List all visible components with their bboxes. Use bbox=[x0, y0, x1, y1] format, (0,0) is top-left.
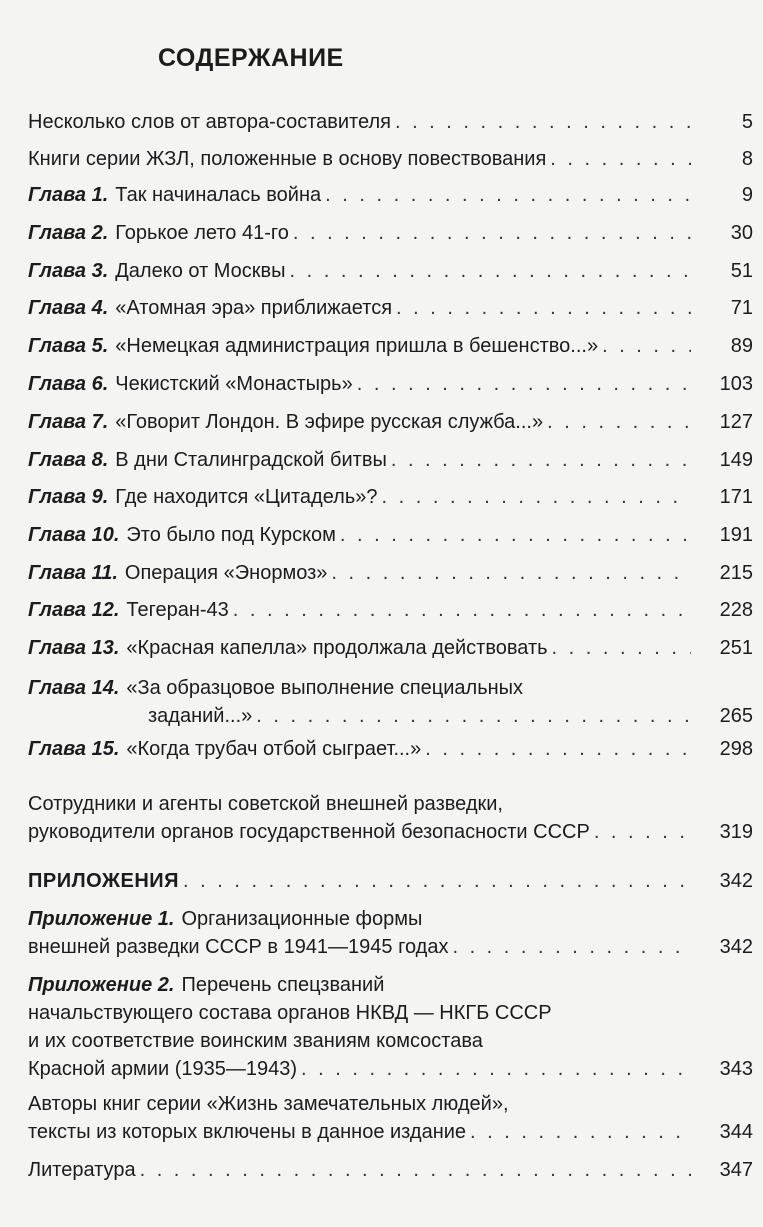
toc-entry-title: Операция «Энормоз» bbox=[124, 562, 328, 584]
toc-appendix-entry bbox=[28, 905, 753, 961]
toc-entry-title: Организационные формы bbox=[181, 908, 423, 930]
toc-page-number: 251 bbox=[719, 637, 753, 659]
toc-entry-title: «Красная капелла» продолжала действовать bbox=[126, 637, 548, 659]
toc-chapter-entry bbox=[28, 294, 753, 322]
dot-leader bbox=[325, 181, 691, 209]
appendix-number: Приложение 1. bbox=[28, 908, 175, 930]
toc-page-number: 215 bbox=[719, 562, 753, 584]
dot-leader bbox=[452, 933, 691, 961]
dot-leader bbox=[301, 1055, 691, 1083]
dot-leader bbox=[357, 370, 691, 398]
toc-entry bbox=[28, 1156, 753, 1184]
toc-chapter-entry bbox=[28, 332, 753, 360]
toc-page-number: 171 bbox=[719, 486, 753, 508]
dot-leader bbox=[391, 446, 691, 474]
dot-leader bbox=[256, 702, 691, 730]
toc-section-entry bbox=[28, 867, 753, 895]
chapter-number: Глава 15. bbox=[28, 738, 120, 760]
dot-leader bbox=[290, 257, 691, 285]
toc-chapter-entry bbox=[28, 446, 753, 474]
toc-entry bbox=[28, 108, 753, 136]
toc-entry-title-continued: Красной армии (1935—1943) bbox=[28, 1058, 297, 1080]
dot-leader bbox=[552, 634, 691, 662]
toc-page-number: 265 bbox=[719, 705, 753, 727]
toc-page-number: 127 bbox=[719, 411, 753, 433]
toc-page-number: 71 bbox=[730, 297, 753, 319]
toc-page-number: 30 bbox=[730, 222, 753, 244]
toc-page-number: 342 bbox=[719, 870, 753, 892]
dot-leader bbox=[140, 1156, 691, 1184]
toc-page-number: 347 bbox=[719, 1159, 753, 1181]
toc-entry-title: Авторы книг серии «Жизнь замечательных людей», bbox=[28, 1093, 509, 1115]
toc-entry-title: Так начиналась война bbox=[115, 184, 322, 206]
toc-chapter-entry bbox=[28, 596, 753, 624]
chapter-number: Глава 13. bbox=[28, 637, 120, 659]
appendix-number: Приложение 2. bbox=[28, 974, 175, 996]
toc-chapter-entry bbox=[28, 181, 753, 209]
toc-entry-title: В дни Сталинградской битвы bbox=[115, 449, 387, 471]
page-title: СОДЕРЖАНИЕ bbox=[158, 44, 344, 72]
dot-leader bbox=[183, 867, 691, 895]
dot-leader bbox=[331, 559, 691, 587]
chapter-number: Глава 8. bbox=[28, 449, 109, 471]
toc-entry-title: «Атомная эра» приближается bbox=[115, 297, 393, 319]
toc-entry bbox=[28, 1090, 753, 1146]
toc-entry-title: Тегеран-43 bbox=[126, 599, 229, 621]
toc-page-number: 5 bbox=[741, 111, 753, 133]
toc-page-number: 9 bbox=[741, 184, 753, 206]
toc-page-number: 51 bbox=[730, 260, 753, 282]
chapter-number: Глава 6. bbox=[28, 373, 109, 395]
toc-chapter-entry bbox=[28, 559, 753, 587]
toc-entry-title: Перечень спецзваний bbox=[181, 974, 385, 996]
toc-entry-title-continued: внешней разведки СССР в 1941—1945 годах bbox=[28, 936, 449, 958]
toc-chapter-entry bbox=[28, 219, 753, 247]
toc-chapter-entry bbox=[28, 257, 753, 285]
toc-appendix-entry bbox=[28, 971, 753, 1083]
dot-leader bbox=[382, 483, 691, 511]
toc-page-number: 228 bbox=[719, 599, 753, 621]
dot-leader bbox=[396, 294, 691, 322]
toc-chapter-entry bbox=[28, 408, 753, 436]
toc-chapter-entry bbox=[28, 634, 753, 662]
dot-leader bbox=[395, 108, 691, 136]
toc-entry-title: «Говорит Лондон. В эфире русская служба...» bbox=[115, 411, 544, 433]
dot-leader bbox=[233, 596, 691, 624]
toc-entry-title: Несколько слов от автора-составителя bbox=[28, 111, 391, 133]
dot-leader bbox=[547, 408, 691, 436]
toc-page-number: 319 bbox=[719, 821, 753, 843]
toc-entry-title: Это было под Курском bbox=[126, 524, 336, 546]
toc-chapter-entry bbox=[28, 674, 753, 730]
toc-chapter-entry bbox=[28, 735, 753, 763]
chapter-number: Глава 10. bbox=[28, 524, 120, 546]
toc-chapter-entry bbox=[28, 370, 753, 398]
chapter-number: Глава 11. bbox=[28, 562, 118, 584]
toc-page-number: 298 bbox=[719, 738, 753, 760]
toc-entry-title: «Когда трубач отбой сыграет...» bbox=[126, 738, 422, 760]
chapter-number: Глава 1. bbox=[28, 184, 109, 206]
toc-page-number: 343 bbox=[719, 1058, 753, 1080]
chapter-number: Глава 12. bbox=[28, 599, 120, 621]
chapter-number: Глава 4. bbox=[28, 297, 109, 319]
toc-page-number: 342 bbox=[719, 936, 753, 958]
toc-page-number: 149 bbox=[719, 449, 753, 471]
dot-leader bbox=[293, 219, 691, 247]
chapter-number: Глава 2. bbox=[28, 222, 109, 244]
chapter-number: Глава 3. bbox=[28, 260, 109, 282]
toc-entry-title: Далеко от Москвы bbox=[115, 260, 286, 282]
chapter-number: Глава 7. bbox=[28, 411, 109, 433]
toc-page-number: 344 bbox=[719, 1121, 753, 1143]
toc-page-number: 191 bbox=[719, 524, 753, 546]
toc-page-number: 8 bbox=[741, 148, 753, 170]
toc-page-number: 89 bbox=[730, 335, 753, 357]
dot-leader bbox=[425, 735, 691, 763]
toc-entry-title: Литература bbox=[28, 1159, 136, 1181]
toc-entry-title: Где находится «Цитадель»? bbox=[115, 486, 378, 508]
chapter-number: Глава 5. bbox=[28, 335, 109, 357]
toc-chapter-entry bbox=[28, 521, 753, 549]
dot-leader bbox=[470, 1118, 691, 1146]
toc-entry-title-continued: и их соответствие воинским званиям комсостава bbox=[28, 1030, 483, 1052]
section-heading: ПРИЛОЖЕНИЯ bbox=[28, 870, 180, 892]
toc-entry-title-continued: тексты из которых включены в данное издание bbox=[28, 1121, 467, 1143]
toc-entry-title: Сотрудники и агенты советской внешней разведки, bbox=[28, 793, 503, 815]
dot-leader bbox=[340, 521, 691, 549]
toc-chapter-entry bbox=[28, 483, 753, 511]
dot-leader bbox=[550, 145, 691, 173]
chapter-number: Глава 14. bbox=[28, 677, 120, 699]
toc-entry bbox=[28, 145, 753, 173]
toc-entry-title: Горькое лето 41-го bbox=[115, 222, 289, 244]
dot-leader bbox=[594, 818, 691, 846]
toc-entry-title: «За образцовое выполнение специальных bbox=[126, 677, 524, 699]
toc-entry-title-continued: начальствующего состава органов НКВД — НКГБ СССР bbox=[28, 1002, 552, 1024]
chapter-number: Глава 9. bbox=[28, 486, 109, 508]
toc-entry-title-continued: заданий...» bbox=[148, 705, 253, 727]
toc-entry-title: Книги серии ЖЗЛ, положенные в основу повествования bbox=[28, 148, 547, 170]
toc-entry-title: Чекистский «Монастырь» bbox=[115, 373, 353, 395]
toc-entry bbox=[28, 790, 753, 846]
dot-leader bbox=[602, 332, 691, 360]
toc-page-number: 103 bbox=[719, 373, 753, 395]
toc-entry-title: «Немецкая администрация пришла в бешенство...» bbox=[115, 335, 599, 357]
toc-entry-title-continued: руководители органов государственной безопасности СССР bbox=[28, 821, 590, 843]
